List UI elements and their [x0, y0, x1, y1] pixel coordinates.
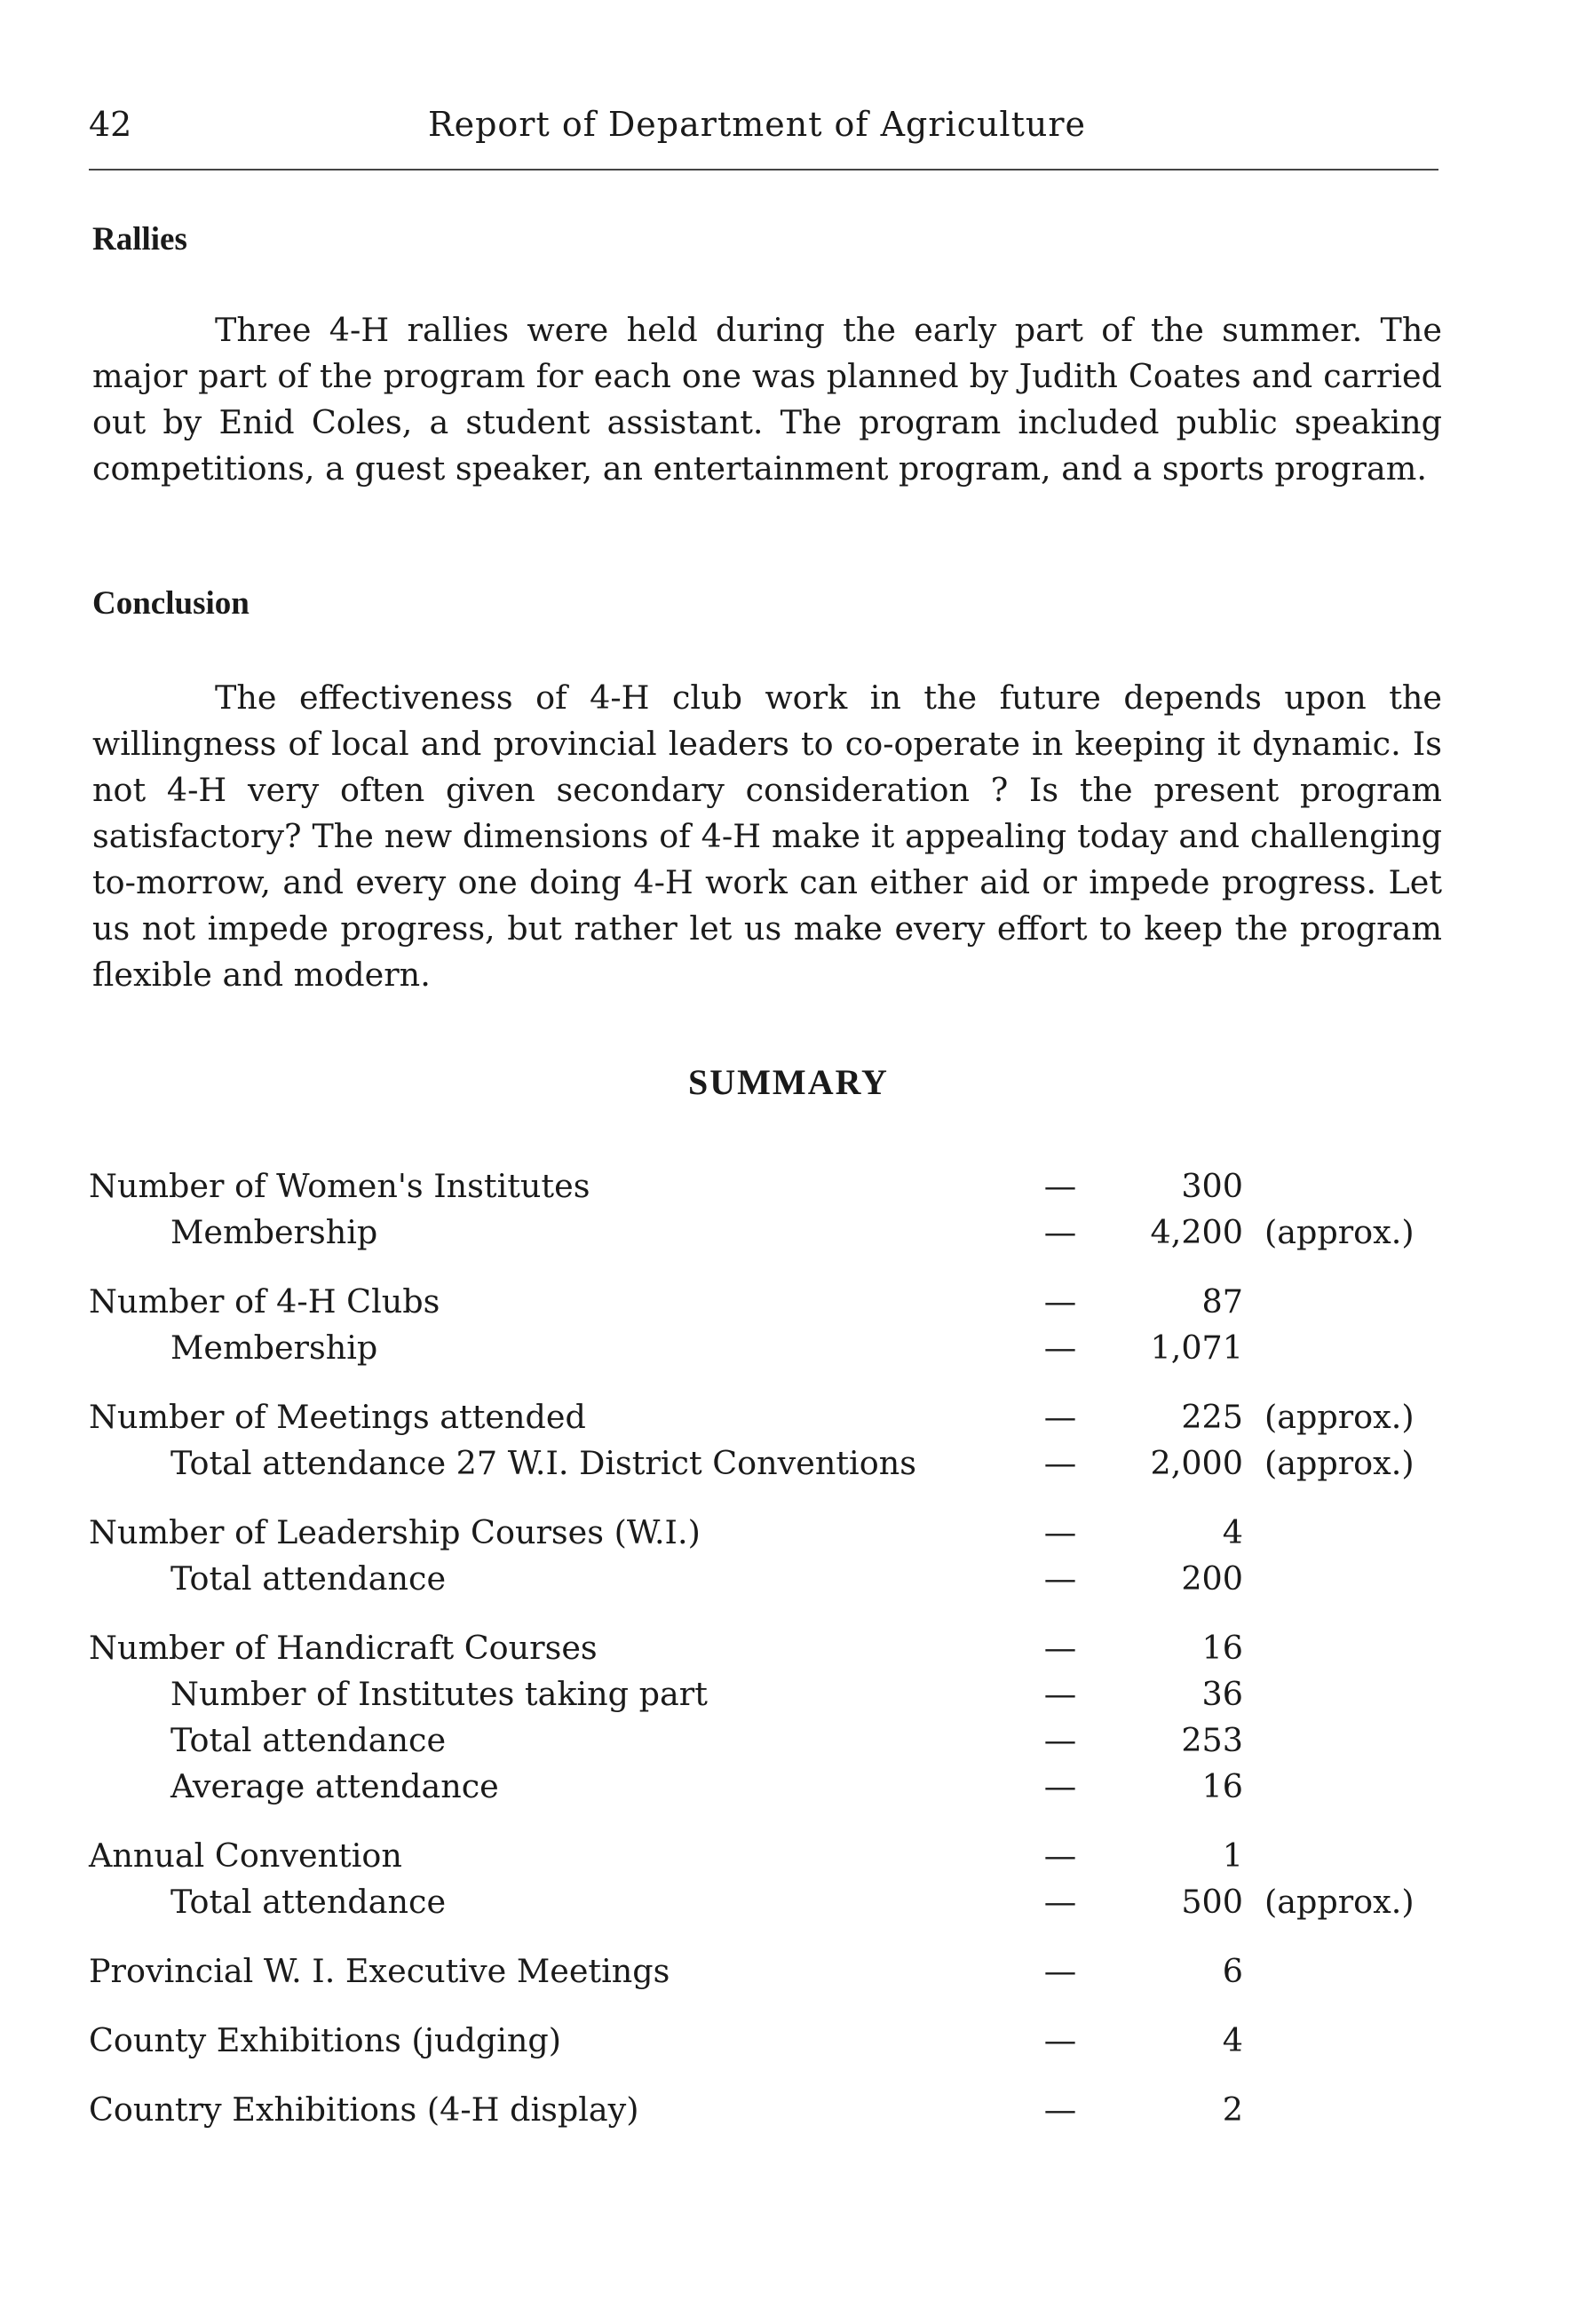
row-label: Number of Handicraft Courses	[89, 1629, 598, 1667]
table-row	[0, 1767, 1577, 1813]
row-dash: —	[1043, 1675, 1077, 1713]
row-dash: —	[1043, 1167, 1077, 1205]
row-label: Membership	[170, 1213, 378, 1251]
table-row	[0, 1513, 1577, 1559]
row-dash: —	[1043, 1444, 1077, 1482]
row-value: 2	[1222, 2090, 1243, 2129]
table-row	[0, 1675, 1577, 1721]
row-value: 300	[1181, 1167, 1243, 1205]
row-dash: —	[1043, 1836, 1077, 1875]
row-label: Number of Institutes taking part	[170, 1675, 708, 1713]
row-label: Provincial W. I. Executive Meetings	[89, 1952, 670, 1990]
row-value: 1	[1222, 1836, 1243, 1875]
table-row	[0, 1952, 1577, 1998]
row-value: 16	[1201, 1767, 1243, 1805]
row-value: 200	[1181, 1559, 1243, 1598]
row-note: (approx.)	[1264, 1883, 1415, 1921]
row-label: Membership	[170, 1329, 378, 1367]
row-value: 4	[1222, 2021, 1243, 2059]
table-row	[0, 2090, 1577, 2137]
page-header	[89, 105, 1438, 158]
row-value: 87	[1201, 1282, 1243, 1321]
section-heading-conclusion: Conclusion	[92, 585, 250, 622]
row-label: Annual Convention	[89, 1836, 402, 1875]
row-label: County Exhibitions (judging)	[89, 2021, 561, 2059]
row-value: 36	[1201, 1675, 1243, 1713]
row-label: Average attendance	[170, 1767, 499, 1805]
table-row	[0, 1721, 1577, 1767]
table-row	[0, 1883, 1577, 1929]
table-row	[0, 2021, 1577, 2067]
row-dash: —	[1043, 2021, 1077, 2059]
row-value: 2,000	[1150, 1444, 1243, 1482]
row-dash: —	[1043, 2090, 1077, 2129]
row-value: 500	[1181, 1883, 1243, 1921]
header-rule	[89, 169, 1438, 171]
row-dash: —	[1043, 1329, 1077, 1367]
table-row	[0, 1329, 1577, 1375]
summary-title: SUMMARY	[688, 1062, 889, 1102]
row-dash: —	[1043, 1213, 1077, 1251]
table-row	[0, 1282, 1577, 1329]
row-dash: —	[1043, 1282, 1077, 1321]
row-dash: —	[1043, 1767, 1077, 1805]
row-label: Total attendance	[170, 1721, 447, 1759]
row-label: Number of Meetings attended	[89, 1398, 586, 1436]
row-label: Total attendance	[170, 1559, 447, 1598]
row-value: 4,200	[1150, 1213, 1243, 1251]
row-value: 6	[1222, 1952, 1243, 1990]
row-note: (approx.)	[1264, 1444, 1415, 1482]
row-dash: —	[1043, 1513, 1077, 1551]
page-number: 42	[89, 105, 132, 144]
table-row	[0, 1213, 1577, 1259]
row-label: Country Exhibitions (4-H display)	[89, 2090, 639, 2129]
table-row	[0, 1398, 1577, 1444]
paragraph-conclusion: The effectiveness of 4-H club work in the future depends upon the willingness of local and provincial leaders to co-operate in keeping it dynamic. Is not 4-H very often given secondary consideration ? Is the present program satisfactory? The new dimensions of 4-H make it appealing today and challenging to-morrow, and every one doing 4-H work can either aid or impede progress. Let us not impede progress, but rather let us make every effort to keep the program flexible and modern.	[92, 678, 1442, 994]
paragraph-rallies: Three 4-H rallies were held during the early part of the summer. The major part of the program for each one was planned by Judith Coates and carried out by Enid Coles, a student assistant. The program included public speaking competitions, a guest speaker, an entertainment program, and a sports program.	[92, 311, 1442, 488]
row-dash: —	[1043, 1883, 1077, 1921]
table-row	[0, 1629, 1577, 1675]
row-value: 1,071	[1150, 1329, 1243, 1367]
row-dash: —	[1043, 1952, 1077, 1990]
section-heading-rallies: Rallies	[92, 221, 187, 258]
row-dash: —	[1043, 1721, 1077, 1759]
row-label: Total attendance	[170, 1883, 447, 1921]
table-row	[0, 1836, 1577, 1883]
row-label: Total attendance 27 W.I. District Conventions	[170, 1444, 916, 1482]
row-label: Number of Women's Institutes	[89, 1167, 590, 1205]
row-dash: —	[1043, 1629, 1077, 1667]
row-value: 253	[1181, 1721, 1243, 1759]
row-label: Number of 4-H Clubs	[89, 1282, 440, 1321]
row-value: 225	[1181, 1398, 1243, 1436]
row-value: 4	[1222, 1513, 1243, 1551]
row-dash: —	[1043, 1398, 1077, 1436]
table-row	[0, 1444, 1577, 1490]
row-label: Number of Leadership Courses (W.I.)	[89, 1513, 701, 1551]
row-dash: —	[1043, 1559, 1077, 1598]
row-note: (approx.)	[1264, 1398, 1415, 1436]
row-note: (approx.)	[1264, 1213, 1415, 1251]
row-value: 16	[1201, 1629, 1243, 1667]
table-row	[0, 1559, 1577, 1606]
table-row	[0, 1167, 1577, 1213]
running-title: Report of Department of Agriculture	[428, 105, 1086, 144]
